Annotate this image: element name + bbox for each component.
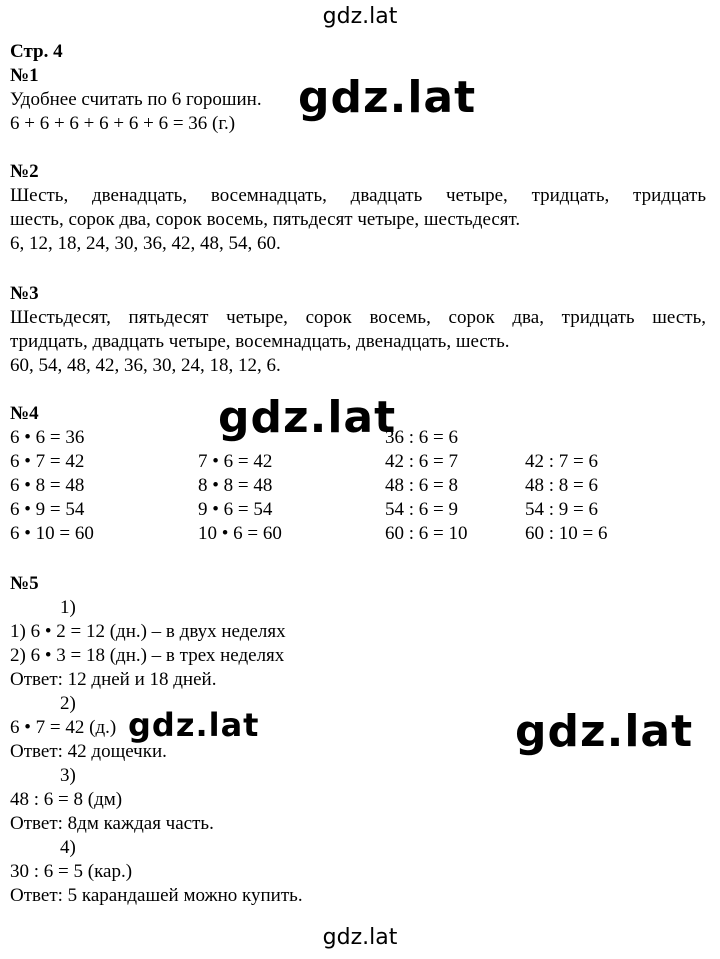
ex1-line: 6 + 6 + 6 + 6 + 6 + 6 = 36 (г.) (10, 113, 236, 134)
ex4-cell: 60 : 10 = 6 (525, 523, 608, 544)
ex5-title: №5 (10, 573, 39, 594)
watermark-bottom: gdz.lat (0, 925, 720, 950)
ex5-answer: Ответ: 12 дней и 18 дней. (10, 669, 217, 690)
ex5-answer: Ответ: 5 карандашей можно купить. (10, 885, 303, 906)
ex1-line: Удобнее считать по 6 горошин. (10, 89, 262, 110)
ex5-part-number: 4) (60, 837, 76, 858)
ex4-cell: 48 : 8 = 6 (525, 475, 598, 496)
ex5-line: 1) 6 • 2 = 12 (дн.) – в двух неделях (10, 621, 286, 642)
ex2-title: №2 (10, 161, 39, 182)
watermark-1: gdz.lat (298, 72, 477, 123)
ex4-cell: 10 • 6 = 60 (198, 523, 282, 544)
ex4-cell: 6 • 10 = 60 (10, 523, 94, 544)
ex3-line: 60, 54, 48, 42, 36, 30, 24, 18, 12, 6. (10, 355, 281, 376)
ex4-title: №4 (10, 403, 39, 424)
ex5-line: 2) 6 • 3 = 18 (дн.) – в трех неделях (10, 645, 285, 666)
ex4-cell: 6 • 8 = 48 (10, 475, 85, 496)
watermark-3: gdz.lat (128, 706, 260, 744)
ex5-line: 48 : 6 = 8 (дм) (10, 789, 123, 810)
watermark-top: gdz.lat (0, 4, 720, 29)
ex4-cell: 6 • 7 = 42 (10, 451, 85, 472)
ex5-line: 6 • 7 = 42 (д.) (10, 717, 117, 738)
ex5-part-number: 2) (60, 693, 76, 714)
ex4-cell: 42 : 6 = 7 (385, 451, 458, 472)
watermark-4: gdz.lat (515, 706, 694, 757)
ex4-cell: 60 : 6 = 10 (385, 523, 468, 544)
ex1-title: №1 (10, 65, 39, 86)
ex4-cell: 48 : 6 = 8 (385, 475, 458, 496)
ex5-answer: Ответ: 42 дощечки. (10, 741, 167, 762)
ex4-cell: 8 • 8 = 48 (198, 475, 273, 496)
ex4-cell: 6 • 6 = 36 (10, 427, 85, 448)
ex4-cell: 9 • 6 = 54 (198, 499, 273, 520)
ex4-cell: 54 : 9 = 6 (525, 499, 598, 520)
ex4-cell: 54 : 6 = 9 (385, 499, 458, 520)
ex5-part-number: 1) (60, 597, 76, 618)
ex4-cell: 7 • 6 = 42 (198, 451, 273, 472)
ex2-line: Шесть, двенадцать, восемнадцать, двадцать четыре, тридцать, тридцать (10, 185, 706, 206)
watermark-2: gdz.lat (218, 392, 397, 443)
ex3-line: Шестьдесят, пятьдесят четыре, сорок восемь, сорок два, тридцать шесть, (10, 307, 706, 328)
ex2-line: шесть, сорок два, сорок восемь, пятьдесят четыре, шестьдесят. (10, 209, 521, 230)
ex5-answer: Ответ: 8дм каждая часть. (10, 813, 214, 834)
ex4-cell: 42 : 7 = 6 (525, 451, 598, 472)
ex5-line: 30 : 6 = 5 (кар.) (10, 861, 133, 882)
ex3-title: №3 (10, 283, 39, 304)
page-label: Стр. 4 (10, 41, 63, 62)
ex4-cell: 6 • 9 = 54 (10, 499, 85, 520)
ex5-part-number: 3) (60, 765, 76, 786)
ex2-line: 6, 12, 18, 24, 30, 36, 42, 48, 54, 60. (10, 233, 281, 254)
ex3-line: тридцать, двадцать четыре, восемнадцать, двенадцать, шесть. (10, 331, 510, 352)
ex4-cell: 36 : 6 = 6 (385, 427, 458, 448)
